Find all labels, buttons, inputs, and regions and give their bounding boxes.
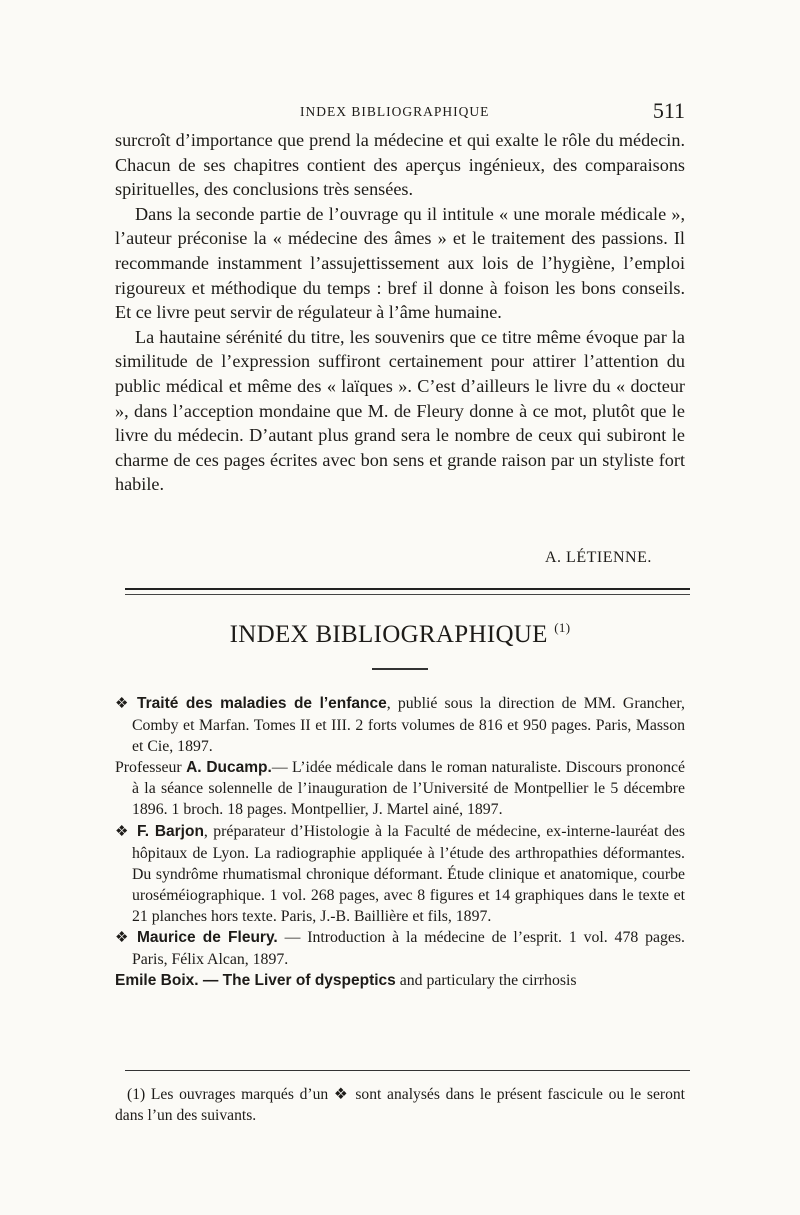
footnote-reference: (1) [554,620,571,635]
short-rule-divider [372,668,428,670]
analysed-mark-icon: ❖ [115,823,129,840]
paragraph: Dans la seconde partie de l’ouvrage qu il intitule « une morale médicale », l’auteur préconise la « médecine des âmes » et le traitement des passions. Il recommande instamment l’assujettissement aux lois de l’hygiène, l’emploi rigoureux et méthodique du temps : bref il donne à foison les bons conseils. Et ce livre peut servir de régulateur à l’âme humaine. [115,203,685,323]
entry-text: , préparateur d’Histologie à la Faculté de médecine, ex-interne-lauréat des hôpitaux de Lyon. La radiographie appliquée à l’étude des arthropathies déformantes. Du syndrôme rhumatismal chronique déformant. Étude clinique et anatomique, courbe uroséméiographique. 1 vol. 268 pages, avec 8 figures et 14 graphiques dans le texte et 21 planches hors texte. Paris, J.-B. Baillière et fils, 1897. [132,822,686,925]
entry-text: and particulary the cirrhosis [395,972,577,990]
entry-author: F. Barjon [137,822,204,840]
analysed-mark-icon: ❖ [115,696,129,712]
bibliography-list [115,693,685,991]
entry-author: Maurice de Fleury. [137,929,278,947]
bibliography-entry [115,970,685,991]
section-title-text: INDEX BIBLIOGRAPHIQUE [229,621,548,648]
running-header [115,100,685,130]
entry-prefix: Professeur [115,759,187,777]
paragraph: surcroît d’importance que prend la médecine et qui exalte le rôle du médecin. Chacun de ses chapitres contient des aperçus ingénieux, des comparaisons spirituelles, des conclusions très sensées. [115,130,685,200]
analysed-mark-icon: ❖ [115,930,129,947]
section-title [115,620,685,649]
running-title: INDEX BIBLIOGRAPHIQUE [300,104,490,119]
bibliography-entry [115,757,685,820]
entry-text: — L’idée médicale dans le roman naturaliste. Discours prononcé à la séance solennelle de l’inauguration de l’Université de Montpellier le 5 décembre 1896. 1 broch. 18 pages. Montpellier, J. Martel ainé, 1897. [132,759,685,819]
bibliography-entry [115,693,685,757]
entry-text: — Introduction à la médecine de l’esprit. 1 vol. 478 pages. Paris, Félix Alcan, 1897. [132,929,685,969]
bibliography-entry [115,821,685,927]
entry-title: Traité des maladies de l’enfance [137,695,387,712]
footnote: (1) Les ouvrages marqués d’un ❖ sont analysés dans le présent fascicule ou le seront dans l’un des suivants. [115,1086,685,1124]
entry-author: A. Ducamp. [186,759,272,777]
review-text [115,128,685,497]
review-signature: A. LÉTIENNE. [545,549,652,566]
entry-text: , publié sous la direction de MM. Grancher, Comby et Marfan. Tomes II et III. 2 forts volumes de 816 et 950 pages. Paris, Masson et Cie, 1897. [132,695,685,756]
paragraph: La hautaine sérénité du titre, les souvenirs que ce titre même évoque par la similitude de l’expression suffiront certainement pour attirer l’attention du public médical et même des « laïques ». C’est d’ailleurs le livre du « docteur », dans l’acception mondaine que M. de Fleury donne à ce mot, plutôt que le livre du médecin. D’autant plus grand sera le nombre de ceux qui subiront le charme de ces pages écrites avec bon sens et grande raison par un styliste fort habile. [115,326,685,495]
footnote-rule [125,1070,690,1071]
double-rule-divider [125,588,690,595]
entry-author: Emile Boix. — The Liver of dyspeptics [115,972,396,990]
page-number: 511 [652,98,685,123]
bibliography-entry [115,927,685,970]
